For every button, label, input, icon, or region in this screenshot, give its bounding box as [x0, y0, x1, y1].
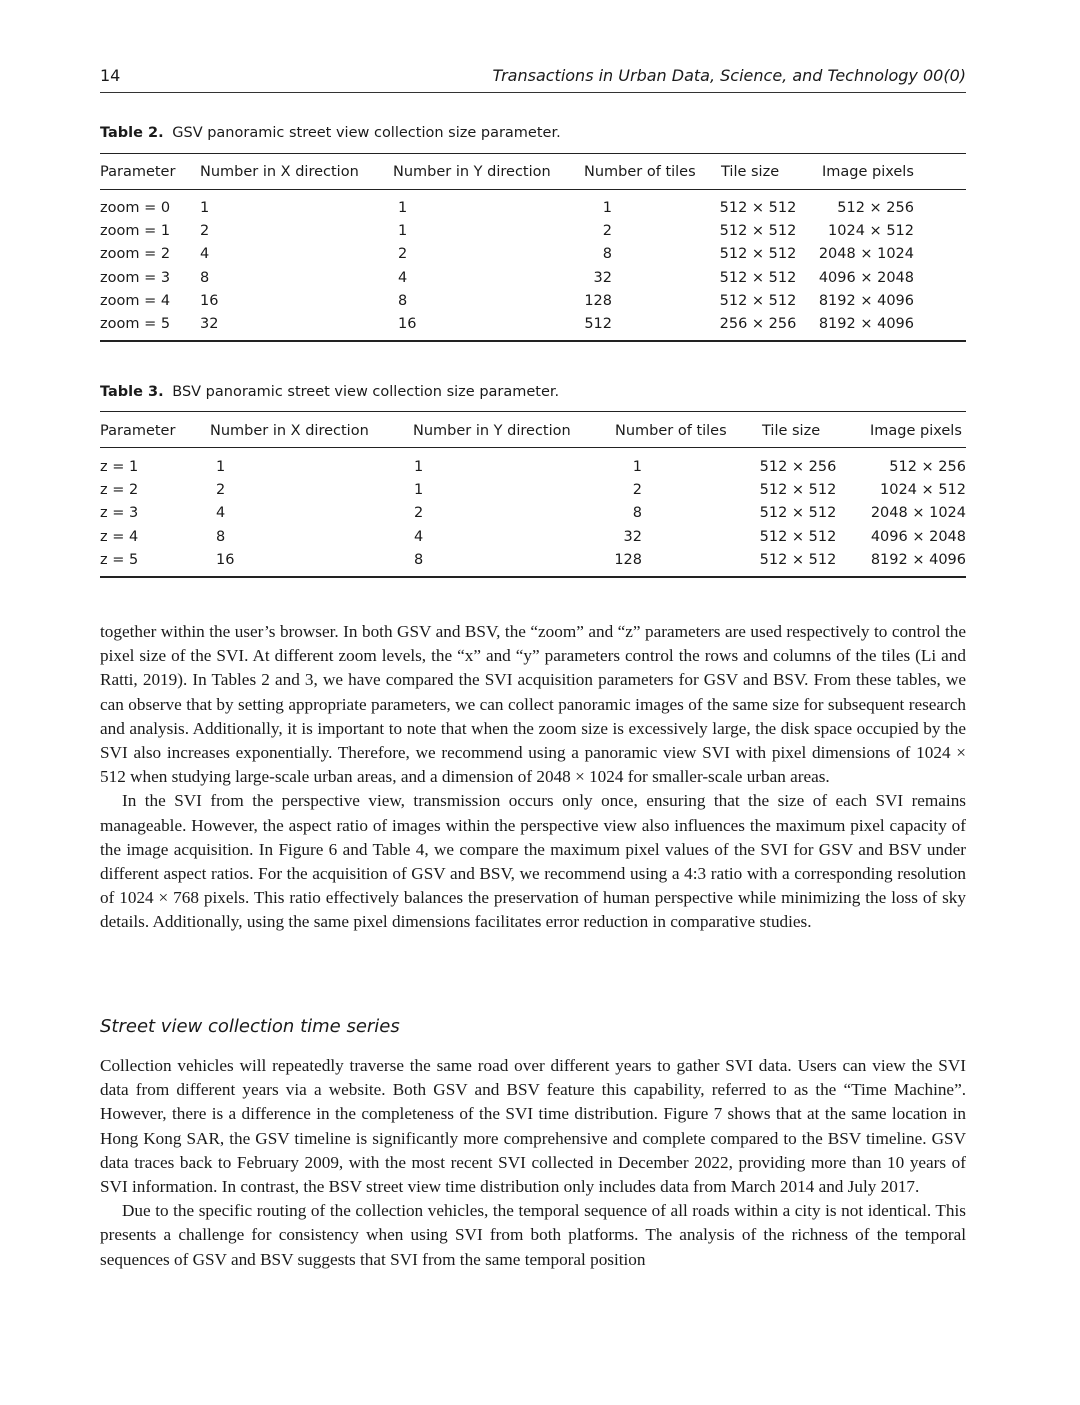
column-header: Image pixels	[870, 423, 962, 439]
paragraph: together within the user’s browser. In both GSV and BSV, the “zoom” and “z” parameters are used respectively to control the pixel size of the SVI. At different zoom levels, the “x” and “y” parameters control the rows and columns of the tiles (Li and Ratti, 2019). In Tables 2 and 3, we have compared the SVI acquisition parameters for GSV and BSV. From these tables, we can observe that by setting appropriate parameters, we can collect panoramic images of the same size for subsequent research and analysis. Additionally, it is important to note that when the zoom size is excessively large, the disk space occupied by the SVI also increases exponentially. Therefore, we recommend using a panoramic view SVI with pixel dimensions of 1024 × 512 when studying large-scale urban areas, and a dimension of 2048 × 1024 for smaller-scale urban areas.	[100, 622, 966, 787]
table-cell: 4	[216, 505, 226, 522]
paragraph: Collection vehicles will repeatedly traverse the same road over different years to gather SVI data. Users can view the SVI data from different years via a website. Both GSV and BSV feature this capability, referred to as the “Time Machine”. However, there is a difference in the completeness of the SVI time distribution. Figure 7 shows that at the same location in Hong Kong SAR, the GSV timeline is significantly more comprehensive and complete compared to the BSV timeline. GSV data traces back to February 2009, with the most recent SVI collected in December 2022, providing more than 10 years of SVI information. In contrast, the BSV street view time distribution only includes data from March 2014 and July 2017.	[100, 1056, 966, 1197]
table-cell: 512 × 256	[889, 459, 966, 475]
column-header: Number in X direction	[210, 423, 369, 439]
table-cell: z = 2	[100, 482, 139, 499]
table-cell: 32	[200, 316, 219, 332]
table2-caption-text: GSV panoramic street view collection size parameter.	[172, 125, 561, 141]
paragraph: In the SVI from the perspective view, transmission occurs only once, ensuring that the size of each SVI remains manageable. However, the aspect ratio of images within the perspective view also influences the maximum pixel capacity of the image acquisition. In Figure 6 and Table 4, we compare the maximum pixel values of the SVI for GSV and BSV under different aspect ratios. For the acquisition of GSV and BSV, we recommend using a 4:3 ratio with a corresponding resolution of 1024 × 768 pixels. This ratio effectively balances the preservation of human perspective while minimizing the loss of sky details. Additionally, using the same pixel dimensions facilitates error reduction in comparative studies.	[100, 791, 966, 932]
table2-caption	[100, 125, 561, 141]
table-cell: zoom = 1	[100, 223, 171, 240]
table3-label: Table 3.	[100, 384, 164, 400]
table-cell: 512 × 512	[759, 528, 837, 545]
column-header: Number in Y direction	[393, 164, 551, 180]
paragraph: Due to the specific routing of the collection vehicles, the temporal sequence of all roads within a city is not identical. This presents a challenge for consistency when using SVI from both platforms. The analysis of the richness of the temporal sequences of GSV and BSV suggests that SVI from the same temporal position	[100, 1201, 966, 1269]
table-cell: 512 × 512	[759, 482, 837, 499]
table-cell: zoom = 5	[100, 316, 171, 332]
table-cell: 8	[632, 505, 642, 522]
table-cell: 512 × 512	[759, 505, 837, 522]
table-cell: 128	[614, 551, 642, 568]
table-cell: 4096 × 2048	[818, 269, 914, 286]
table-cell: 8	[216, 528, 226, 545]
table-cell: 256 × 256	[719, 316, 797, 332]
table-cell: 2048 × 1024	[870, 505, 966, 522]
table-cell: zoom = 0	[100, 200, 171, 216]
table-cell: 512 × 256	[837, 200, 914, 216]
body-text-block-2	[100, 1054, 966, 1272]
table-cell: 512 × 512	[719, 223, 797, 240]
table-cell: 8192 × 4096	[818, 316, 914, 332]
table3-caption-text: BSV panoramic street view collection size parameter.	[172, 384, 560, 400]
table-cell: 8	[602, 246, 612, 263]
column-header: Number of tiles	[584, 164, 696, 180]
table-cell: 1024 × 512	[828, 223, 914, 240]
table-cell: 2	[602, 223, 612, 240]
table-cell: 1	[398, 223, 408, 240]
table-cell: 1	[632, 459, 642, 475]
table-cell: 2	[632, 482, 642, 499]
column-header: Parameter	[100, 164, 176, 180]
table-cell: 128	[584, 292, 612, 309]
table-cell: 2	[414, 505, 424, 522]
table-cell: 1	[398, 200, 408, 216]
section-heading: Street view collection time series	[100, 1016, 400, 1037]
table-cell: 512 × 512	[719, 292, 797, 309]
table-cell: zoom = 3	[100, 269, 171, 286]
table-cell: 512 × 256	[759, 459, 837, 475]
table-cell: 1	[602, 200, 612, 216]
running-header	[100, 66, 966, 93]
table3-top-rule	[100, 411, 966, 412]
table-cell: 1	[414, 459, 424, 475]
table-cell: z = 4	[100, 528, 139, 545]
table-cell: 4096 × 2048	[870, 528, 966, 545]
column-header: Number in X direction	[200, 164, 359, 180]
table-cell: 2	[398, 246, 408, 263]
table-cell: 8	[200, 269, 210, 286]
table-cell: z = 3	[100, 505, 139, 522]
table2-header-rule	[100, 189, 966, 190]
table-cell: 32	[623, 528, 642, 545]
column-header: Tile size	[762, 423, 821, 439]
table-cell: 2	[200, 223, 210, 240]
table-cell: 16	[216, 551, 235, 568]
table3-header-rule	[100, 447, 966, 448]
table-cell: 8	[414, 551, 424, 568]
table-cell: 4	[200, 246, 210, 263]
table-cell: 8192 × 4096	[818, 292, 914, 309]
table-cell: 512 × 512	[719, 269, 797, 286]
table3-bottom-rule	[100, 576, 966, 578]
table-cell: 16	[200, 292, 219, 309]
table-cell: 512	[584, 316, 612, 332]
body-text-block-1	[100, 620, 966, 935]
table-cell: z = 1	[100, 459, 139, 475]
table-cell: 512 × 512	[759, 551, 837, 568]
table-cell: 512 × 512	[719, 200, 797, 216]
table2-label: Table 2.	[100, 125, 164, 141]
table-cell: 4	[398, 269, 408, 286]
table2-top-rule	[100, 153, 966, 154]
column-header: Number of tiles	[615, 423, 727, 439]
table-cell: 8	[398, 292, 408, 309]
table-cell: 16	[398, 316, 417, 332]
column-header: Image pixels	[822, 164, 914, 180]
table-cell: 1	[200, 200, 210, 216]
table-cell: 2048 × 1024	[818, 246, 914, 263]
table-cell: 8192 × 4096	[870, 551, 966, 568]
table-cell: 2	[216, 482, 226, 499]
table-cell: 1	[414, 482, 424, 499]
page-number: 14	[100, 66, 121, 85]
journal-title: Transactions in Urban Data, Science, and Technology 00(0)	[492, 66, 966, 85]
table-cell: 1024 × 512	[880, 482, 966, 499]
column-header: Number in Y direction	[413, 423, 571, 439]
table3-caption	[100, 384, 559, 400]
table-cell: 32	[593, 269, 612, 286]
table-cell: 512 × 512	[719, 246, 797, 263]
table-cell: zoom = 4	[100, 292, 171, 309]
table2-bottom-rule	[100, 340, 966, 342]
column-header: Tile size	[721, 164, 780, 180]
table-cell: z = 5	[100, 551, 139, 568]
table-cell: 4	[414, 528, 424, 545]
column-header: Parameter	[100, 423, 176, 439]
table-cell: 1	[216, 459, 226, 475]
table-cell: zoom = 2	[100, 246, 171, 263]
